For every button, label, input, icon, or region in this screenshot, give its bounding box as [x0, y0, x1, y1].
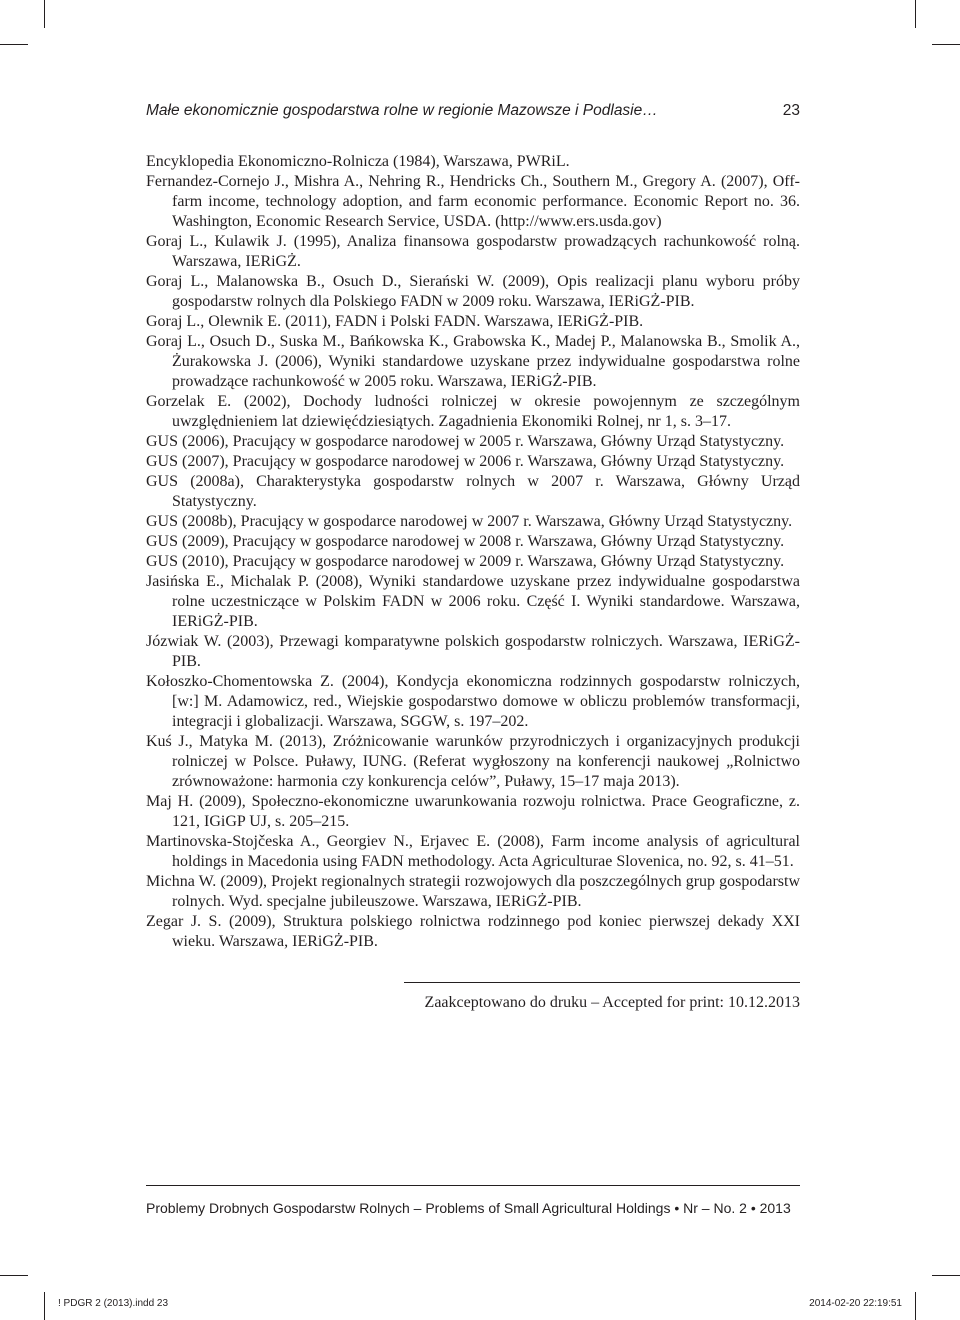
reference-item: GUS (2008a), Charakterystyka gospodarstw rolnych w 2007 r. Warszawa, Główny Urząd Statystyczny.	[146, 473, 800, 510]
reference-item: GUS (2007), Pracujący w gospodarce narodowej w 2006 r. Warszawa, Główny Urząd Statystyczny.	[146, 453, 785, 470]
slug-timestamp: 2014-02-20 22:19:51	[809, 1298, 902, 1309]
reference-item: Goraj L., Olewnik E. (2011), FADN i Polski FADN. Warszawa, IERiGŻ-PIB.	[146, 313, 644, 330]
crop-mark	[44, 0, 45, 28]
reference-item: GUS (2009), Pracujący w gospodarce narodowej w 2008 r. Warszawa, Główny Urząd Statystyczny.	[146, 533, 785, 550]
reference-item: Michna W. (2009), Projekt regionalnych strategii rozwojowych dla poszczególnych grup gospodarstw rolnych. Wyd. specjalne jubileuszowe. Warszawa, IERiGŻ-PIB.	[146, 873, 800, 910]
reference-item: Zegar J. S. (2009), Struktura polskiego rolnictwa rodzinnego pod koniec pierwszej dekady XXI wieku. Warszawa, IERiGŻ-PIB.	[146, 913, 800, 950]
reference-list	[146, 152, 800, 952]
reference-item: Martinovska-Stojčeska A., Georgiev N., Erjavec E. (2008), Farm income analysis of agricultural holdings in Macedonia using FADN methodology. Acta Agriculturae Slovenica, no. 92, s. 41–51.	[146, 833, 800, 870]
crop-mark	[44, 1292, 45, 1320]
reference-item: Fernandez-Cornejo J., Mishra A., Nehring R., Hendricks Ch., Southern M., Gregory A. (2007), Off-farm income, technology adoption, and farm economic performance. Economic Report no. 36. Washington, Economic Research Service, USDA. (http://www.ers.usda.gov)	[146, 173, 800, 230]
crop-mark	[0, 44, 28, 45]
reference-item: GUS (2006), Pracujący w gospodarce narodowej w 2005 r. Warszawa, Główny Urząd Statystyczny.	[146, 433, 785, 450]
reference-item: Gorzelak E. (2002), Dochody ludności rolniczej w okresie powojennym ze szczególnym uwzględnieniem lat dziewięćdziesiątych. Zagadnienia Ekonomiki Rolnej, nr 1, s. 3–17.	[146, 393, 800, 430]
reference-item: Goraj L., Kulawik J. (1995), Analiza finansowa gospodarstw prowadzących rachunkowość rolną. Warszawa, IERiGŻ.	[146, 233, 800, 270]
slug-filename: ! PDGR 2 (2013).indd 23	[58, 1298, 169, 1309]
reference-item: Jasińska E., Michalak P. (2008), Wyniki standardowe uzyskane przez indywidualne gospodarstwa rolne uczestniczące w Polskim FADN w 2006 roku. Część I. Wyniki standardowe. Warszawa, IERiGŻ-PIB.	[146, 573, 800, 630]
journal-footer: Problemy Drobnych Gospodarstw Rolnych – Problems of Small Agricultural Holdings • Nr – No. 2 • 2013	[146, 1200, 791, 1216]
accepted-note: Zaakceptowano do druku – Accepted for print: 10.12.2013	[424, 994, 800, 1011]
crop-mark	[915, 1292, 916, 1320]
running-head-title: Małe ekonomicznie gospodarstwa rolne w regionie Mazowsze i Podlasie…	[146, 102, 658, 119]
reference-item: Goraj L., Malanowska B., Osuch D., Sierański W. (2009), Opis realizacji planu wyboru próby gospodarstw rolnych dla Polskiego FADN w 2009 roku. Warszawa, IERiGŻ-PIB.	[146, 273, 800, 310]
accepted-rule	[404, 982, 800, 983]
crop-mark	[0, 1275, 28, 1276]
reference-item: GUS (2008b), Pracujący w gospodarce narodowej w 2007 r. Warszawa, Główny Urząd Statystyczny.	[146, 513, 793, 530]
reference-item: Kołoszko-Chomentowska Z. (2004), Kondycja ekonomiczna rodzinnych gospodarstw rolniczych, [w:] M. Adamowicz, red., Wiejskie gospodarstwo domowe w obliczu problemów transformacji, integracji i globalizacji. Warszawa, SGGW, s. 197–202.	[146, 673, 800, 730]
reference-item: Józwiak W. (2003), Przewagi komparatywne polskich gospodarstw rolniczych. Warszawa, IERiGŻ-PIB.	[146, 633, 800, 670]
reference-item: Kuś J., Matyka M. (2013), Zróżnicowanie warunków przyrodniczych i organizacyjnych produkcji rolniczej w Polsce. Puławy, IUNG. (Referat wygłoszony na konferencji naukowej „Rolnictwo zrównoważone: harmonia czy konkurencja celów”, Puławy, 15–17 maja 2013).	[146, 733, 800, 790]
crop-mark	[932, 1275, 960, 1276]
crop-mark	[915, 0, 916, 28]
footer-rule	[146, 1185, 800, 1186]
crop-mark	[932, 44, 960, 45]
reference-item: Maj H. (2009), Społeczno-ekonomiczne uwarunkowania rozwoju rolnictwa. Prace Geograficzne, z. 121, IGiGP UJ, s. 205–215.	[146, 793, 800, 830]
reference-item: GUS (2010), Pracujący w gospodarce narodowej w 2009 r. Warszawa, Główny Urząd Statystyczny.	[146, 553, 785, 570]
running-head	[146, 102, 800, 120]
page-number: 23	[782, 102, 800, 119]
reference-item: Encyklopedia Ekonomiczno-Rolnicza (1984), Warszawa, PWRiL.	[146, 153, 570, 170]
reference-item: Goraj L., Osuch D., Suska M., Bańkowska K., Grabowska K., Madej P., Malanowska B., Smolik A., Żurakowska J. (2006), Wyniki standardowe uzyskane przez indywidualne gospodarstwa rolne prowadzące rachunkowość w 2005 roku. Warszawa, IERiGŻ-PIB.	[146, 333, 800, 390]
